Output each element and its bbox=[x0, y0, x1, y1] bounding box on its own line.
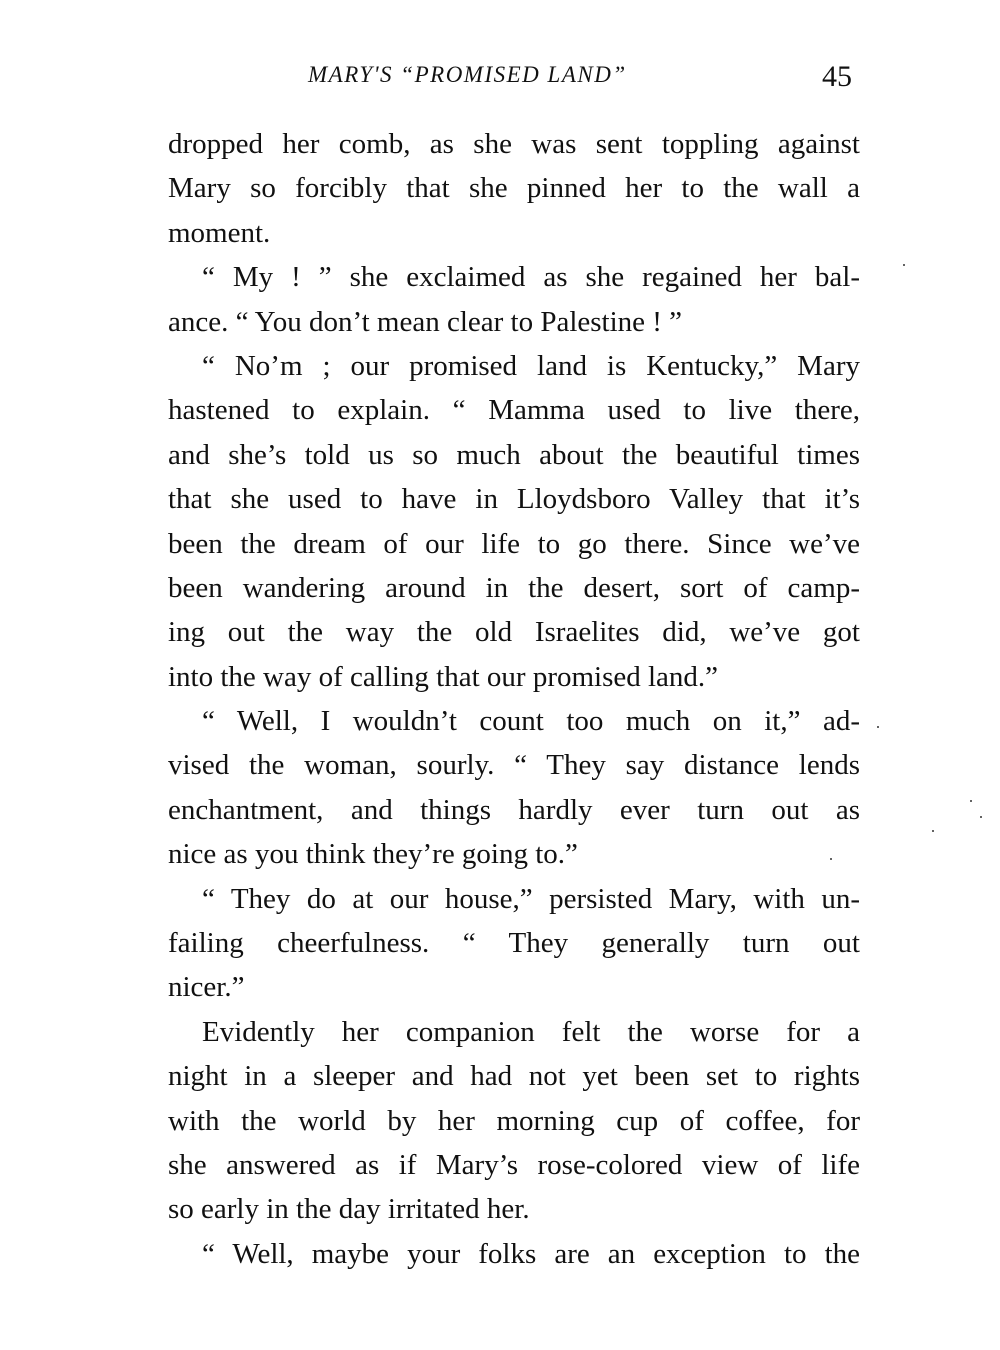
text-line: ing out the way the old Israelites did, we’ve got bbox=[168, 616, 860, 649]
body-text bbox=[168, 122, 860, 1276]
text-line: dropped her comb, as she was sent toppling against bbox=[168, 128, 860, 160]
text-line: “ They do at our house,” persisted Mary, with un- bbox=[202, 882, 860, 915]
text-line: “ My ! ” she exclaimed as she regained her bal- bbox=[202, 261, 860, 294]
text-line: that she used to have in Lloydsboro Valley that it’s bbox=[168, 483, 860, 516]
text-line: been wandering around in the desert, sort of camp- bbox=[168, 571, 860, 604]
text-line: “ No’m ; our promised land is Kentucky,” Mary bbox=[202, 349, 860, 382]
text-line: and she’s told us so much about the beautiful times bbox=[168, 438, 860, 471]
text-line: ance. “ You don’t mean clear to Palestine ! ” bbox=[168, 305, 683, 338]
text-line: hastened to explain. “ Mamma used to live there, bbox=[168, 394, 860, 427]
text-line: nice as you think they’re going to.” bbox=[168, 838, 578, 871]
scan-speck bbox=[903, 264, 905, 266]
text-line: enchantment, and things hardly ever turn out as bbox=[168, 793, 860, 826]
text-line: failing cheerfulness. “ They generally turn out bbox=[168, 927, 860, 960]
text-line: “ Well, maybe your folks are an exception to the bbox=[202, 1237, 860, 1270]
text-line: night in a sleeper and had not yet been set to rights bbox=[168, 1060, 860, 1093]
text-line: with the world by her morning cup of coffee, for bbox=[168, 1104, 860, 1137]
scan-speck bbox=[877, 726, 879, 728]
text-line: Evidently her companion felt the worse for a bbox=[202, 1015, 860, 1048]
running-head bbox=[168, 62, 860, 102]
text-line: “ Well, I wouldn’t count too much on it,” ad- bbox=[202, 705, 860, 738]
page-number: 45 bbox=[822, 60, 852, 93]
text-line: vised the woman, sourly. “ They say distance lends bbox=[168, 749, 860, 782]
text-line: Mary so forcibly that she pinned her to the wall a bbox=[168, 172, 860, 205]
text-line: nicer.” bbox=[168, 971, 245, 1004]
text-line: moment. bbox=[168, 216, 271, 249]
text-line: so early in the day irritated her. bbox=[168, 1193, 530, 1226]
scan-speck bbox=[970, 800, 972, 802]
text-line: been the dream of our life to go there. Since we’ve bbox=[168, 527, 860, 560]
running-title: MARY'S “PROMISED LAND” bbox=[308, 62, 627, 87]
text-line: she answered as if Mary’s rose-colored view of life bbox=[168, 1148, 860, 1181]
text-line: into the way of calling that our promised land.” bbox=[168, 660, 719, 693]
scan-speck bbox=[932, 830, 934, 832]
scan-speck bbox=[830, 858, 832, 860]
scan-speck bbox=[980, 816, 982, 818]
